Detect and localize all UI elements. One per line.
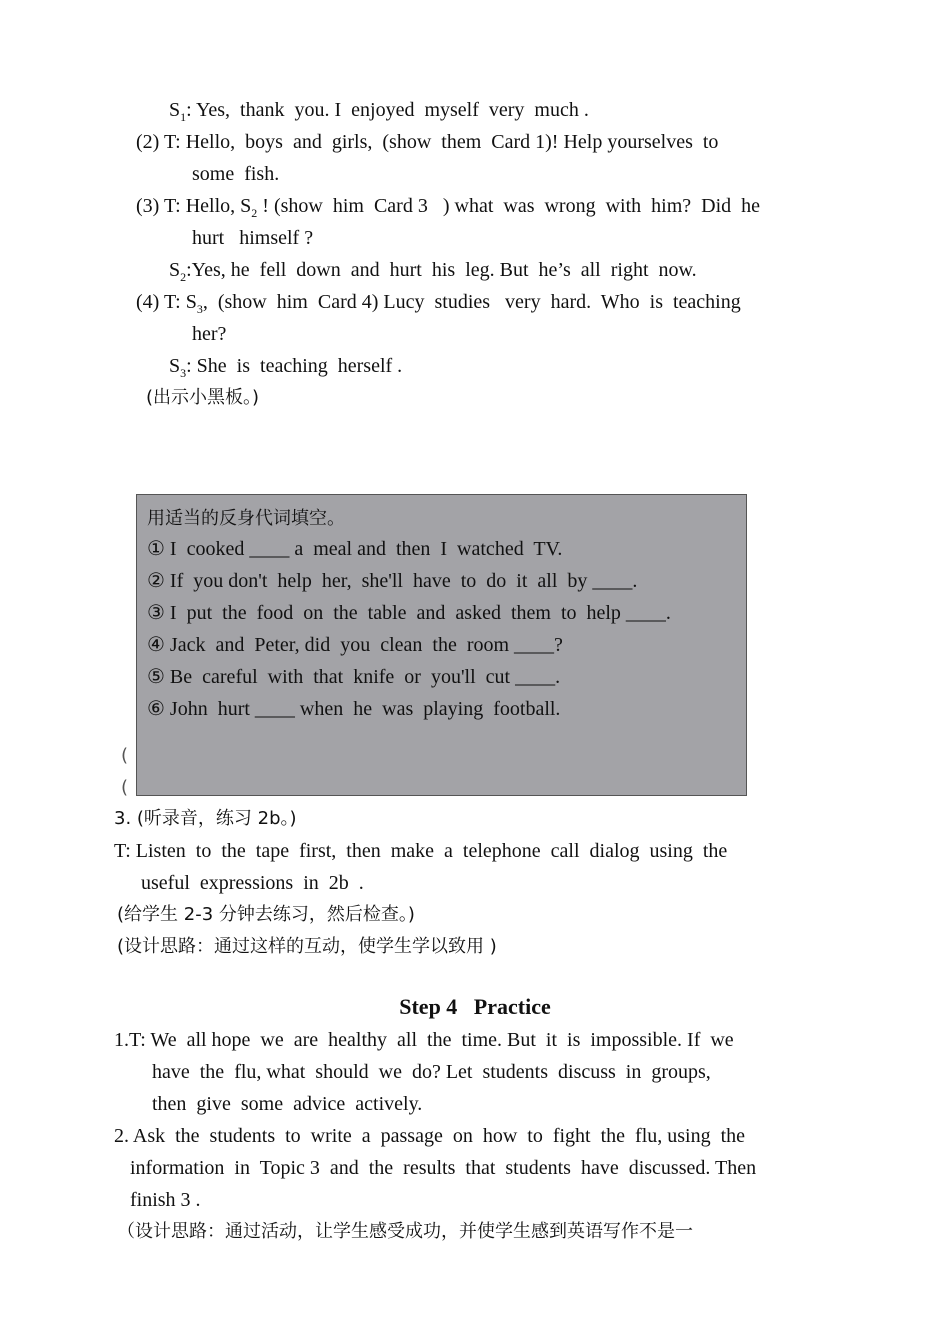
- exercise-item: ② If you don't help her, she'll have to do it all by ____.: [147, 570, 638, 592]
- section3-note: (给学生 2-3 分钟去练习，然后检查。): [117, 904, 415, 925]
- dialog-line-t4-cont: her?: [192, 323, 227, 345]
- exercise-box: [136, 494, 747, 796]
- section3-title: 3. (听录音，练习 2b。): [114, 808, 297, 829]
- step4-paragraph-line: information in Topic 3 and the results that students have discussed. Then: [130, 1157, 757, 1179]
- dialog-line-t3-cont: hurt himself ?: [192, 227, 314, 249]
- exercise-item: ⑥ John hurt ____ when he was playing football.: [147, 698, 561, 720]
- dialog-line-s1: $S_1$: Yes, thank you. I enjoyed myself very much .: [169, 99, 589, 124]
- dialog-line-s2: $S_2:Yes$, he fell down and hurt his leg. But he’s all right now.: [169, 259, 697, 284]
- dialog-line-t4: (4) T: $S_3$, (show him Card 4) Lucy studies very hard. Who is teaching: [136, 291, 741, 316]
- exercise-item: ① I cooked ____ a meal and then I watched TV.: [147, 538, 563, 560]
- exercise-item: ④ Jack and Peter, did you clean the room ____?: [147, 634, 563, 656]
- exercise-item: ⑤ Be careful with that knife or you'll cut ____.: [147, 666, 561, 688]
- section3-line: T: Listen to the tape first, then make a telephone call dialog using the: [114, 840, 728, 862]
- step4-paragraph-line: finish 3 .: [130, 1189, 201, 1211]
- dialog-line-t3: (3) T: Hello, $S_2$ ! (show him Card 3 ) what was wrong with him? Did he: [136, 195, 761, 220]
- step4-paragraph-line: 1.T: We all hope we are healthy all the time. But it is impossible. If we: [114, 1029, 734, 1051]
- dialog-line-t2: (2) T: Hello, boys and girls, (show them Card 1)! Help yourselves to: [136, 131, 719, 153]
- exercise-title: 用适当的反身代词填空。: [147, 508, 345, 529]
- step4-paragraph-line: have the flu, what should we do? Let students discuss in groups,: [152, 1061, 711, 1083]
- dialog-line-s3: $S_3$: She is teaching herself .: [169, 355, 403, 380]
- teacher-note-blackboard: (出示小黑板。): [146, 387, 260, 408]
- hidden-mark: (: [121, 745, 129, 766]
- step4-paragraph-line: 2. Ask the students to write a passage on how to fight the flu, using the: [114, 1125, 746, 1147]
- hidden-mark: (: [121, 777, 129, 798]
- step4-heading: Step 4 Practice: [399, 994, 551, 1019]
- dialog-line-t2-cont: some fish.: [192, 163, 280, 185]
- exercise-item: ③ I put the food on the table and asked them to help ____.: [147, 602, 671, 624]
- design-idea-note: （设计思路：通过活动，让学生感受成功，并使学生感到英语写作不是一: [117, 1221, 693, 1242]
- step4-paragraph-line: then give some advice actively.: [152, 1093, 423, 1115]
- section3-line: useful expressions in 2b .: [141, 872, 364, 894]
- design-idea-note: (设计思路：通过这样的互动，使学生学以致用 ): [117, 936, 497, 957]
